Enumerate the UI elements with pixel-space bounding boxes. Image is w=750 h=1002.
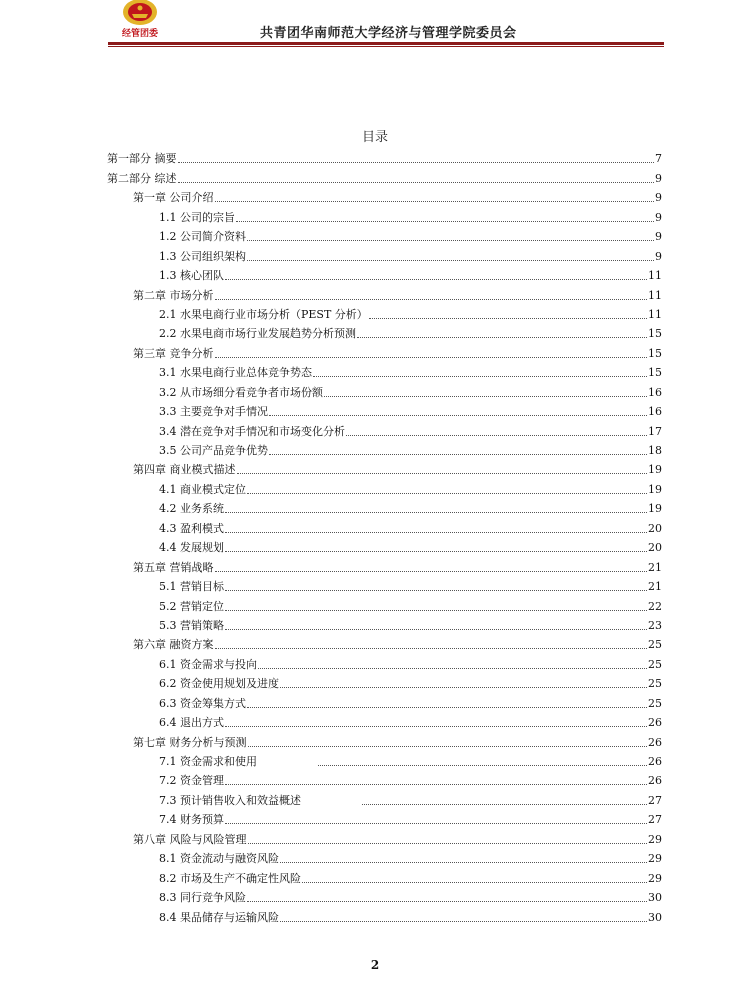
toc-entry-page: 15 xyxy=(648,327,662,341)
toc-entry-page: 22 xyxy=(648,599,662,613)
toc-entry-label: 2.1 水果电商行业市场分析（PEST 分析） xyxy=(159,307,368,321)
toc-entry[interactable] xyxy=(107,165,662,184)
toc-entry-label: 4.1 商业模式定位 xyxy=(159,482,246,496)
toc-entry[interactable] xyxy=(107,574,662,593)
toc-entry[interactable] xyxy=(107,224,662,243)
toc-leader-dots xyxy=(215,356,648,358)
logo-text: 经管团委 xyxy=(121,29,159,39)
toc-leader-dots xyxy=(248,745,648,747)
toc-entry[interactable] xyxy=(107,904,662,923)
toc-leader-dots xyxy=(215,200,655,202)
toc-leader-dots xyxy=(247,492,647,494)
toc-leader-dots xyxy=(225,725,647,727)
toc-entry[interactable] xyxy=(107,496,662,515)
toc-leader-dots xyxy=(178,181,655,183)
toc-entry[interactable] xyxy=(107,613,662,632)
toc-entry[interactable] xyxy=(107,885,662,904)
toc-entry[interactable] xyxy=(107,185,662,204)
toc-entry-label: 2.2 水果电商市场行业发展趋势分析预测 xyxy=(159,327,356,341)
toc-leader-dots xyxy=(225,550,647,552)
toc-entry-label: 1.3 核心团队 xyxy=(159,269,224,283)
toc-entry-page: 18 xyxy=(648,444,662,457)
toc-leader-dots xyxy=(215,298,648,300)
toc-leader-dots xyxy=(357,336,647,338)
toc-entry-page: 17 xyxy=(648,424,662,438)
toc-entry-label: 6.2 资金使用规划及进度 xyxy=(159,677,279,691)
toc-entry-page: 21 xyxy=(648,580,662,594)
youth-league-logo xyxy=(110,0,170,42)
toc-entry[interactable] xyxy=(107,418,662,437)
toc-entry[interactable] xyxy=(107,438,662,457)
toc-leader-dots xyxy=(247,259,654,261)
toc-entry-label: 第五章 营销战略 xyxy=(133,560,214,574)
toc-entry[interactable] xyxy=(107,360,662,379)
toc-entry[interactable] xyxy=(107,263,662,282)
toc-entry-label: 8.2 市场及生产不确定性风险 xyxy=(159,871,301,885)
toc-entry-page: 7 xyxy=(655,152,662,166)
toc-entry[interactable] xyxy=(107,749,662,768)
toc-entry-page: 23 xyxy=(648,618,662,632)
toc-entry-page: 15 xyxy=(648,346,662,360)
toc-entry[interactable] xyxy=(107,340,662,359)
toc-entry[interactable] xyxy=(107,690,662,709)
toc-entry[interactable] xyxy=(107,321,662,340)
toc-leader-dots xyxy=(225,628,647,630)
header-rule xyxy=(108,42,664,45)
toc-leader-dots xyxy=(247,706,647,708)
toc-entry-label: 7.3 预计销售收入和效益概述 xyxy=(159,793,301,807)
toc-entry-page: 11 xyxy=(648,269,662,283)
toc-entry-page: 11 xyxy=(648,288,662,302)
toc-entry-label: 5.1 营销目标 xyxy=(159,580,224,594)
toc-entry-label: 1.3 公司组织架构 xyxy=(159,249,246,263)
toc-entry-page: 9 xyxy=(655,210,662,224)
toc-leader-dots xyxy=(313,375,647,377)
toc-leader-dots xyxy=(248,842,648,844)
toc-entry-page: 11 xyxy=(648,307,662,321)
toc-entry-label: 7.1 资金需求和使用 xyxy=(159,755,257,768)
page-number: 2 xyxy=(370,958,380,972)
toc-leader-dots xyxy=(318,764,647,766)
toc-entry-page: 9 xyxy=(655,249,662,263)
toc-entry[interactable] xyxy=(107,846,662,865)
toc-entry-label: 第四章 商业模式描述 xyxy=(133,463,236,477)
toc-leader-dots xyxy=(215,647,648,649)
toc-leader-dots xyxy=(280,920,647,922)
toc-entry-page: 25 xyxy=(648,677,662,691)
table-of-contents xyxy=(107,146,662,924)
toc-entry[interactable] xyxy=(107,710,662,729)
toc-entry-page: 25 xyxy=(648,696,662,710)
toc-entry-page: 9 xyxy=(655,230,662,244)
toc-entry-page: 29 xyxy=(648,832,662,846)
toc-leader-dots xyxy=(178,161,655,163)
toc-entry[interactable] xyxy=(107,729,662,748)
toc-entry-label: 8.1 资金流动与融资风险 xyxy=(159,852,279,866)
toc-leader-dots xyxy=(225,822,647,824)
toc-entry[interactable] xyxy=(107,554,662,573)
toc-entry-label: 6.4 退出方式 xyxy=(159,716,224,730)
toc-entry-label: 4.3 盈利模式 xyxy=(159,521,224,535)
toc-entry[interactable] xyxy=(107,204,662,223)
toc-entry-label: 3.3 主要竞争对手情况 xyxy=(159,405,268,419)
toc-entry[interactable] xyxy=(107,146,662,165)
toc-entry-label: 6.1 资金需求与投向 xyxy=(159,657,257,671)
toc-entry[interactable] xyxy=(107,826,662,845)
toc-entry-page: 25 xyxy=(648,638,662,652)
toc-entry-page: 30 xyxy=(648,910,662,924)
toc-entry-label: 第三章 竞争分析 xyxy=(133,346,214,360)
toc-entry-page: 19 xyxy=(648,502,662,516)
toc-leader-dots xyxy=(225,609,647,611)
toc-entry-label: 第二部分 综述 xyxy=(107,171,177,185)
page-header xyxy=(0,0,750,48)
toc-leader-dots xyxy=(258,667,647,669)
toc-entry-label: 第二章 市场分析 xyxy=(133,288,214,302)
toc-entry-page: 26 xyxy=(648,716,662,730)
toc-leader-dots xyxy=(225,531,647,533)
toc-entry-label: 3.4 潜在竞争对手情况和市场变化分析 xyxy=(159,424,345,438)
toc-entry-label: 7.4 财务预算 xyxy=(159,813,224,827)
toc-leader-dots xyxy=(302,881,647,883)
toc-entry-label: 第一部分 摘要 xyxy=(107,152,177,166)
toc-entry-label: 8.4 果品储存与运输风险 xyxy=(159,910,279,924)
toc-leader-dots xyxy=(269,453,647,455)
toc-entry[interactable] xyxy=(107,282,662,301)
header-rule-thin xyxy=(108,46,664,47)
toc-entry-page: 30 xyxy=(648,891,662,905)
toc-entry-label: 4.2 业务系统 xyxy=(159,502,224,516)
toc-entry[interactable] xyxy=(107,476,662,495)
toc-entry-page: 27 xyxy=(648,793,662,807)
toc-title: 目录 xyxy=(361,130,388,145)
toc-entry-page: 15 xyxy=(648,366,662,380)
toc-entry-page: 20 xyxy=(648,521,662,535)
toc-entry-page: 26 xyxy=(648,735,662,749)
toc-entry[interactable] xyxy=(107,787,662,806)
toc-leader-dots xyxy=(362,803,647,805)
toc-entry-page: 26 xyxy=(648,774,662,788)
toc-entry-page: 19 xyxy=(648,482,662,496)
toc-entry[interactable] xyxy=(107,651,662,670)
toc-entry-label: 3.1 水果电商行业总体竞争势态 xyxy=(159,366,312,380)
toc-entry[interactable] xyxy=(107,243,662,262)
toc-entry[interactable] xyxy=(107,632,662,651)
toc-entry-label: 第六章 融资方案 xyxy=(133,638,214,652)
toc-entry-page: 20 xyxy=(648,541,662,555)
toc-entry-page: 26 xyxy=(648,755,662,768)
toc-entry-label: 第七章 财务分析与预测 xyxy=(133,735,247,749)
toc-leader-dots xyxy=(247,900,647,902)
toc-entry-label: 1.2 公司简介资料 xyxy=(159,230,246,244)
toc-entry-label: 5.2 营销定位 xyxy=(159,599,224,613)
toc-entry[interactable] xyxy=(107,535,662,554)
toc-entry-label: 3.2 从市场细分看竞争者市场份额 xyxy=(159,385,323,399)
toc-leader-dots xyxy=(280,861,647,863)
toc-leader-dots xyxy=(346,434,647,436)
toc-entry-label: 第一章 公司介绍 xyxy=(133,191,214,205)
toc-entry-label: 5.3 营销策略 xyxy=(159,618,224,632)
toc-entry-page: 29 xyxy=(648,871,662,885)
toc-leader-dots xyxy=(237,472,648,474)
toc-entry[interactable] xyxy=(107,302,662,321)
toc-leader-dots xyxy=(225,589,647,591)
header-title: 共青团华南师范大学经济与管理学院委员会 xyxy=(260,26,517,41)
toc-entry-label: 6.3 资金筹集方式 xyxy=(159,696,246,710)
toc-leader-dots xyxy=(225,511,647,513)
toc-entry-page: 25 xyxy=(648,657,662,671)
toc-entry-page: 9 xyxy=(655,191,662,205)
toc-entry-label: 3.5 公司产品竞争优势 xyxy=(159,444,268,457)
toc-entry[interactable] xyxy=(107,807,662,826)
toc-leader-dots xyxy=(225,783,647,785)
toc-entry[interactable] xyxy=(107,865,662,884)
toc-entry-page: 29 xyxy=(648,852,662,866)
toc-leader-dots xyxy=(225,278,647,280)
toc-leader-dots xyxy=(324,395,647,397)
toc-leader-dots xyxy=(236,220,654,222)
toc-entry[interactable] xyxy=(107,379,662,398)
toc-entry[interactable] xyxy=(107,593,662,612)
toc-leader-dots xyxy=(269,414,647,416)
toc-entry-label: 1.1 公司的宗旨 xyxy=(159,210,235,224)
toc-entry-label: 8.3 同行竞争风险 xyxy=(159,891,246,905)
toc-entry-page: 16 xyxy=(648,385,662,399)
toc-entry-label: 7.2 资金管理 xyxy=(159,774,224,788)
toc-entry-label: 第八章 风险与风险管理 xyxy=(133,832,247,846)
toc-entry-page: 9 xyxy=(655,171,662,185)
toc-entry[interactable] xyxy=(107,457,662,476)
toc-entry-page: 19 xyxy=(648,463,662,477)
toc-entry-page: 21 xyxy=(648,560,662,574)
toc-entry-page: 16 xyxy=(648,405,662,419)
toc-leader-dots xyxy=(280,686,647,688)
toc-entry-label: 4.4 发展规划 xyxy=(159,541,224,555)
toc-leader-dots xyxy=(247,239,654,241)
toc-entry[interactable] xyxy=(107,515,662,534)
toc-entry-page: 27 xyxy=(648,813,662,827)
toc-entry[interactable] xyxy=(107,768,662,787)
toc-leader-dots xyxy=(369,317,647,319)
toc-leader-dots xyxy=(215,570,648,572)
toc-entry[interactable] xyxy=(107,399,662,418)
toc-entry[interactable] xyxy=(107,671,662,690)
